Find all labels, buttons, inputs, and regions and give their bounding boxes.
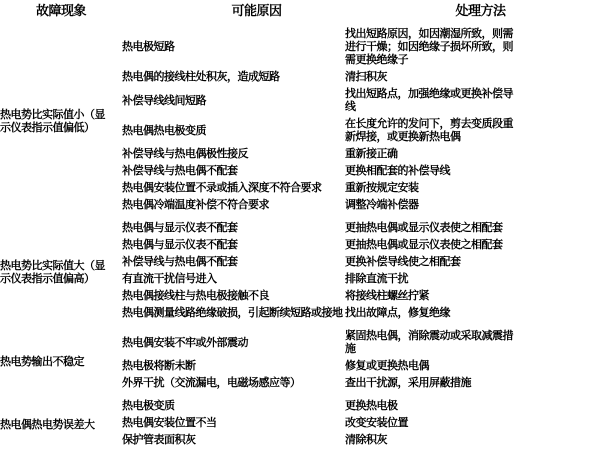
cause-cell: 热电偶安装位置不录或插入深度不符合要求 (122, 181, 322, 194)
fault-group (0, 221, 600, 323)
remedy-cell: 清扫积灰 (345, 70, 387, 83)
remedy-cell: 更换补偿导线使之相配套 (345, 255, 461, 268)
fault-group (0, 27, 600, 215)
remedy-cell: 更抽热电偶或显示仪表使之相配套 (345, 221, 503, 234)
cause-cell: 外界干扰（交流漏电，电磁场感应等） (122, 376, 301, 389)
table-row (122, 27, 600, 66)
remedy-cell: 将接线柱螺丝拧紧 (345, 289, 429, 302)
table-row (122, 359, 600, 372)
cause-cell: 补偿导线与热电偶不配套 (122, 164, 238, 177)
table-row (122, 329, 600, 355)
table-row (122, 181, 600, 194)
remedy-cell: 排除直流干扰 (345, 272, 408, 285)
fault-phenomenon-label: 热电势输出不稳定 (0, 354, 84, 368)
cause-cell: 热电极短路 (122, 40, 175, 53)
table-row (122, 70, 600, 83)
cause-cell: 热电偶测量线路绝缘破损，引起断续短路或接地 (122, 306, 343, 319)
remedy-cell: 找出短路点，加强绝缘或更换补偿导线 (345, 87, 513, 113)
cause-cell: 补偿导线与热电偶不配套 (122, 255, 238, 268)
table-row (122, 433, 600, 446)
fault-group-rows (122, 27, 600, 215)
table-row (122, 198, 600, 211)
cause-cell: 热电偶与显示仪表不配套 (122, 238, 238, 251)
remedy-cell: 调整冷端补偿器 (345, 198, 419, 211)
cause-cell: 热电极变质 (122, 399, 175, 412)
table-row (122, 399, 600, 412)
fault-group-rows (122, 399, 600, 450)
table-row (122, 376, 600, 389)
cause-cell: 热电偶的接线柱处积灰，造成短路 (122, 70, 280, 83)
table-row (122, 255, 600, 268)
cause-cell: 有直流干扰信号进入 (122, 272, 217, 285)
table-row (122, 117, 600, 143)
table-row (122, 164, 600, 177)
column-header-possible-cause: 可能原因 (231, 4, 282, 19)
fault-group (0, 399, 600, 450)
remedy-cell: 清除积灰 (345, 433, 387, 446)
cause-cell: 热电偶安装位置不当 (122, 416, 217, 429)
cause-cell: 补偿导线与热电偶极性接反 (122, 147, 248, 160)
table-row (122, 272, 600, 285)
fault-group (0, 329, 600, 393)
table-row (122, 289, 600, 302)
fault-phenomenon-label: 热电势比实际值大（显示仪表指示值偏高） (0, 259, 105, 285)
table-row (122, 87, 600, 113)
remedy-cell: 找出短路原因，如因潮湿所致，则需进行干燥；如因绝缘子损坏所致，则需更换绝缘子 (345, 27, 513, 66)
cause-cell: 热电偶冷端温度补偿不符合要求 (122, 198, 269, 211)
cause-cell: 热电极将断未断 (122, 359, 196, 372)
fault-diagnosis-table (0, 4, 600, 450)
fault-group-rows (122, 329, 600, 393)
cause-cell: 保护管表面积灰 (122, 433, 196, 446)
remedy-cell: 在长度允许的发问下，剪去变质段重新焊接，或更换新热电偶 (345, 117, 513, 143)
remedy-cell: 找出故障点，修复绝缘 (345, 306, 450, 319)
table-row (122, 221, 600, 234)
remedy-cell: 更换热电极 (345, 399, 398, 412)
remedy-cell: 重新按规定安装 (345, 181, 419, 194)
table-body (0, 27, 600, 450)
column-header-fault-phenomenon: 故障现象 (35, 4, 86, 19)
fault-phenomenon-label: 热电势比实际值小（显示仪表指示值偏低） (0, 108, 105, 134)
cause-cell: 补偿导线线间短路 (122, 93, 206, 107)
fault-phenomenon-label: 热电偶热电势误差大 (0, 418, 95, 431)
table-row (122, 147, 600, 160)
remedy-cell: 重新接正确 (345, 147, 398, 160)
table-row (122, 238, 600, 251)
remedy-cell: 查出干扰源，采用屏蔽措施 (345, 376, 471, 389)
table-row (122, 306, 600, 319)
remedy-cell: 修复或更换热电偶 (345, 359, 429, 372)
remedy-cell: 改变安装位置 (345, 416, 408, 429)
remedy-cell: 紧固热电偶，消除震动或采取减震措施 (345, 329, 513, 355)
cause-cell: 热电偶热电极变质 (122, 123, 206, 137)
column-header-remedy: 处理方法 (455, 4, 506, 19)
table-header-row (0, 4, 600, 19)
fault-group-rows (122, 221, 600, 323)
cause-cell: 热电偶安装不牢或外部震动 (122, 335, 248, 349)
remedy-cell: 更抽热电偶或显示仪表使之相配套 (345, 238, 503, 251)
cause-cell: 热电偶接线柱与热电极接触不良 (122, 289, 269, 302)
cause-cell: 热电偶与显示仪表不配套 (122, 221, 238, 234)
remedy-cell: 更换相配套的补偿导线 (345, 164, 450, 177)
table-row (122, 416, 600, 429)
